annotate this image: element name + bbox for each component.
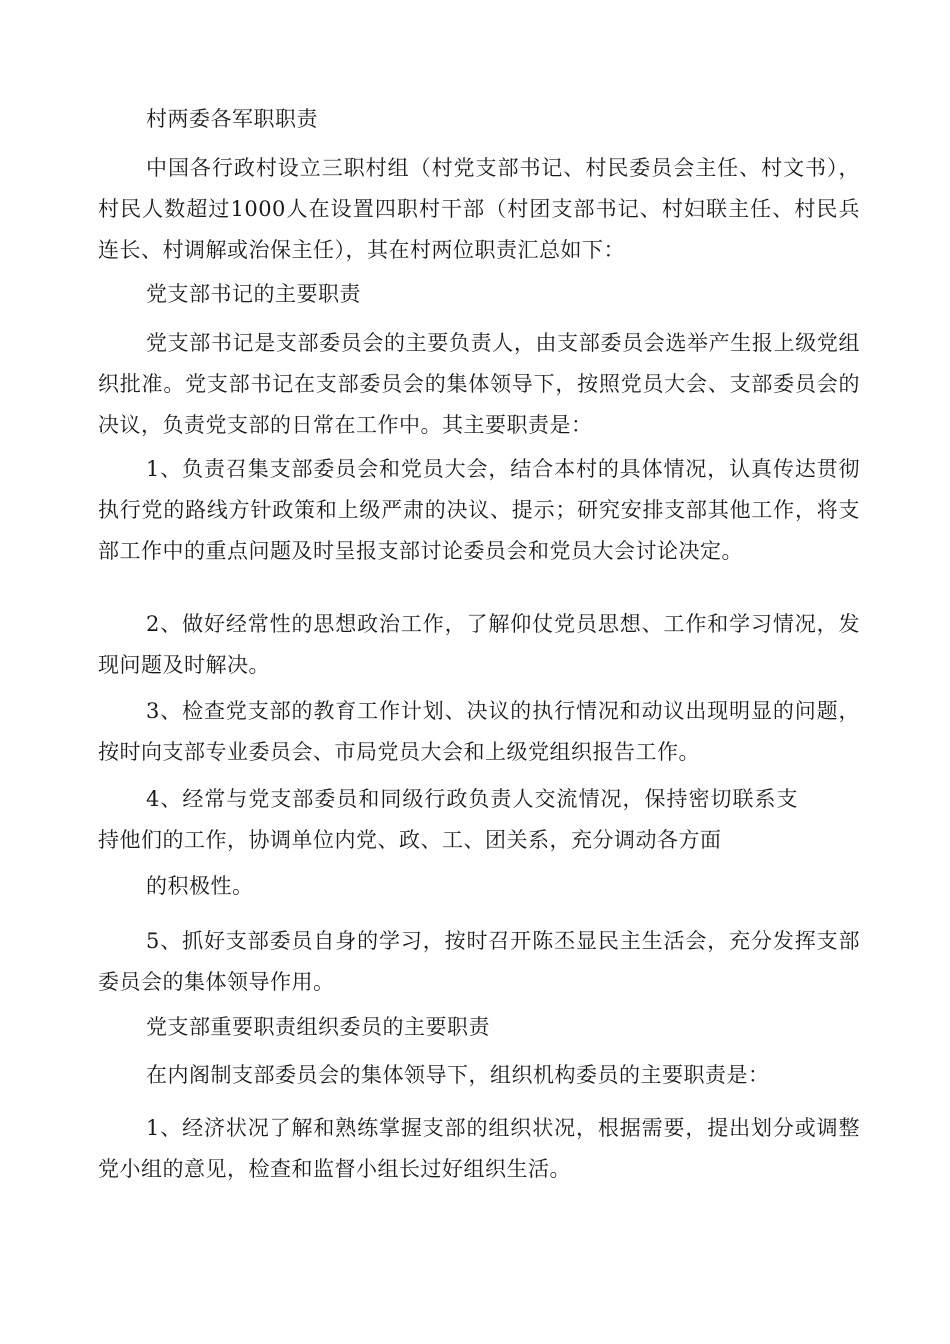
secretary-duty-3: 3、检查党支部的教育工作计划、决议的执行情况和动议出现明显的问题，按时向支部专业委员会、市局党员大会和上级党组织报告工作。 <box>98 699 860 764</box>
organization-member-duty-1: 1、经济状况了解和熟练掌握支部的组织状况，根据需要，提出划分或调整党小组的意见，检查和监督小组长过好组织生活。 <box>98 1116 860 1181</box>
section-heading-organization-member: 党支部重要职责组织委员的主要职责 <box>146 1015 490 1039</box>
organization-member-description: 在内阁制支部委员会的集体领导下，组织机构委员的主要职责是： <box>146 1063 770 1087</box>
secretary-duty-4-continued: 的积极性。 <box>146 874 254 898</box>
secretary-description: 党支部书记是支部委员会的主要负责人，由支部委员会选举产生报上级党组织批准。党支部书记在支部委员会的集体领导下，按照党员大会、支部委员会的决议，负责党支部的日常在工作中。其主要职责是： <box>98 331 860 437</box>
secretary-duty-2: 2、做好经常性的思想政治工作，了解仰仗党员思想、工作和学习情况，发现问题及时解决。 <box>98 612 860 677</box>
secretary-duty-4: 4、经常与党支部委员和同级行政负责人交流情况，保持密切联系支持他们的工作，协调单位内党、政、工、团关系，充分调动各方面 <box>98 787 798 852</box>
secretary-duty-1: 1、负责召集支部委员会和党员大会，结合本村的具体情况，认真传达贯彻执行党的路线方针政策和上级严肃的决议、提示；研究安排支部其他工作，将支部工作中的重点问题及时呈报支部讨论委员会和党员大会讨论决定。 <box>98 457 860 563</box>
secretary-duty-5: 5、抓好支部委员自身的学习，按时召开陈丕显民主生活会，充分发挥支部委员会的集体领导作用。 <box>98 929 860 994</box>
intro-paragraph: 中国各行政村设立三职村组（村党支部书记、村民委员会主任、村文书），村民人数超过1000人在设置四职村干部（村团支部书记、村妇联主任、村民兵连长、村调解或治保主任），其在村两位职责汇总如下： <box>98 156 860 262</box>
document-title: 村两委各军职职责 <box>146 107 318 131</box>
section-heading-secretary: 党支部书记的主要职责 <box>146 282 361 306</box>
